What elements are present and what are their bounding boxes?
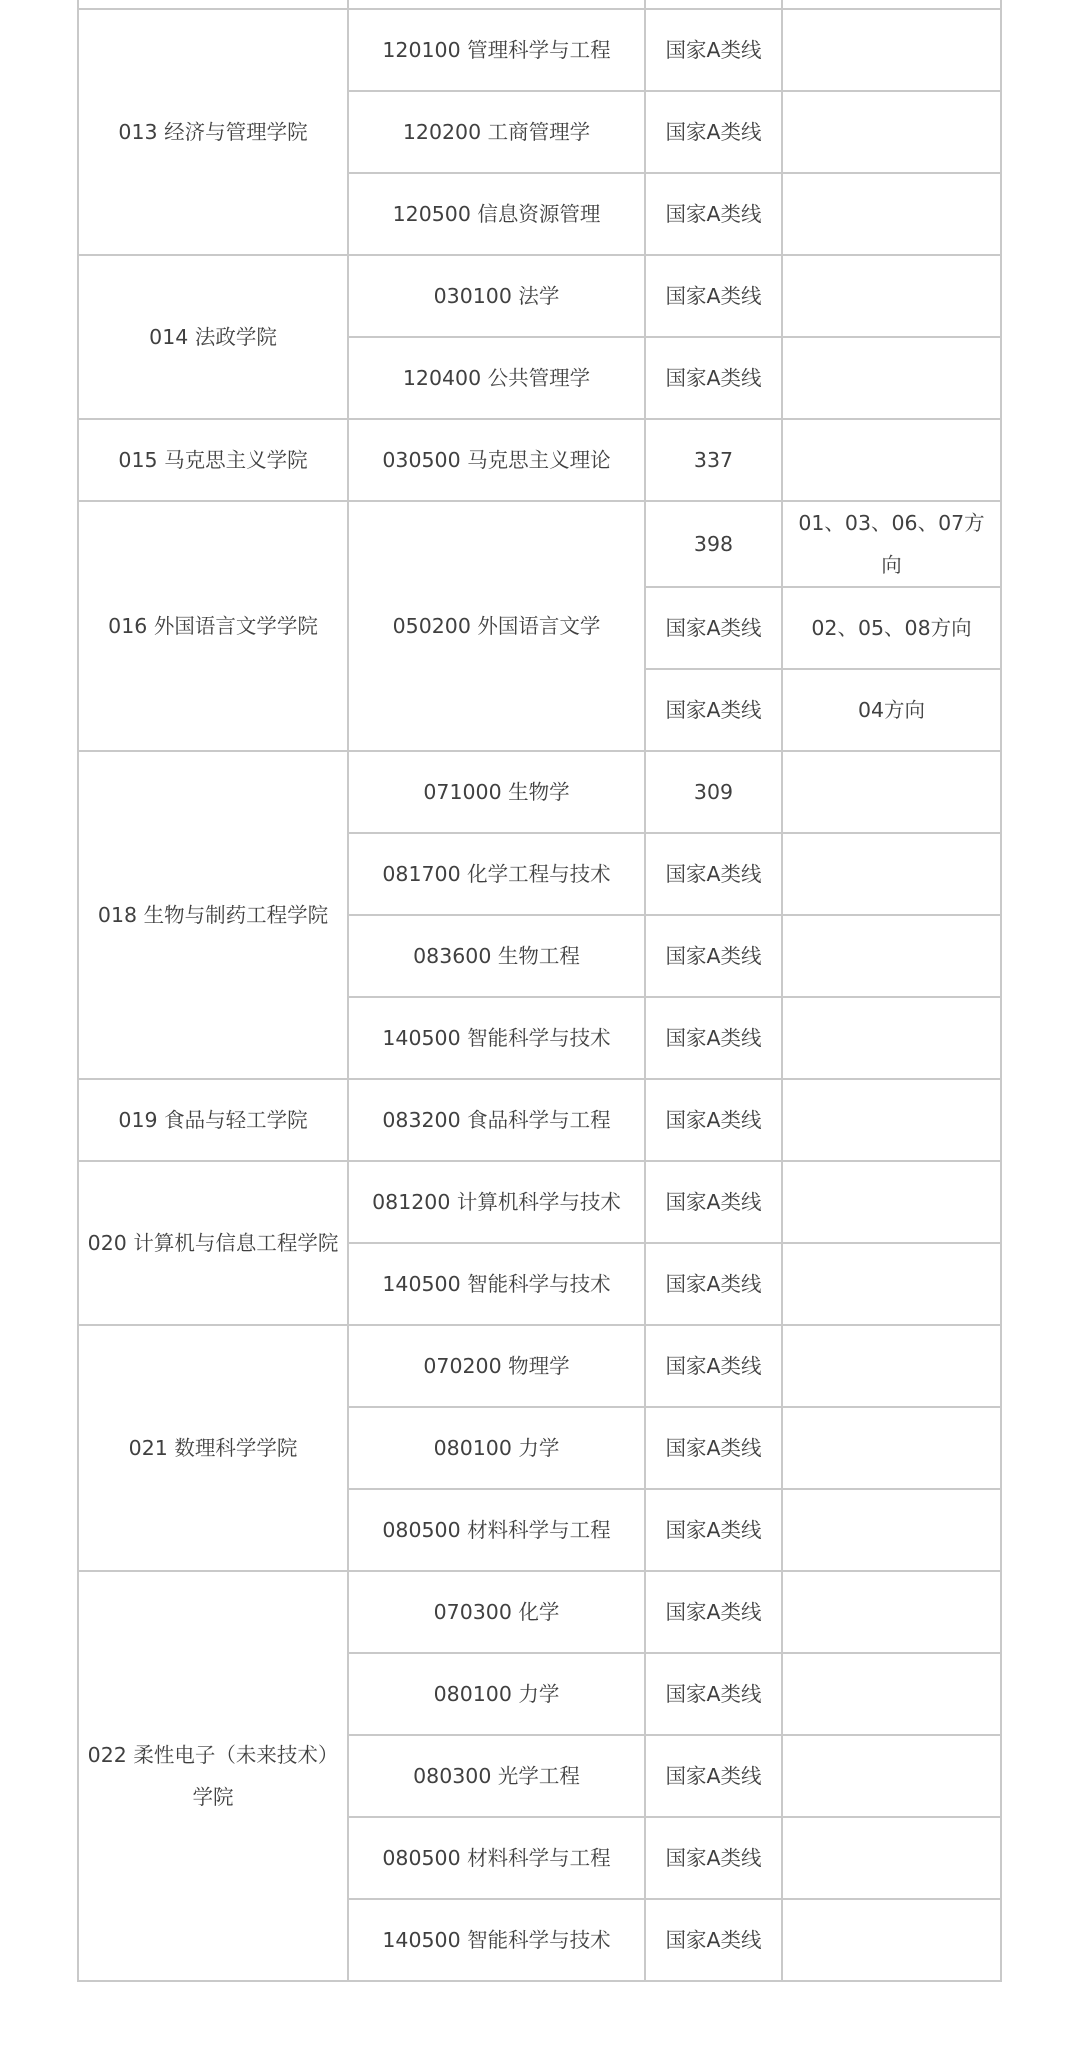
note-cell [782,1899,1001,1981]
score-cell: 国家A类线 [645,9,782,91]
score-cell: 国家A类线 [645,915,782,997]
stub-cell [645,0,782,9]
score-cell: 国家A类线 [645,1407,782,1489]
stub-cell [78,0,348,9]
table-row [78,1161,1001,1243]
note-cell: 02、05、08方向 [782,587,1001,669]
table-body [78,0,1001,1981]
score-cell: 国家A类线 [645,1653,782,1735]
major-cell: 030500 马克思主义理论 [348,419,645,501]
table-row-continued [78,0,1001,9]
note-cell [782,1407,1001,1489]
note-cell [782,997,1001,1079]
major-cell: 120400 公共管理学 [348,337,645,419]
note-cell: 04方向 [782,669,1001,751]
note-cell [782,255,1001,337]
score-cell: 国家A类线 [645,173,782,255]
note-cell [782,173,1001,255]
note-cell [782,337,1001,419]
table-row [78,751,1001,833]
major-cell: 030100 法学 [348,255,645,337]
note-cell [782,833,1001,915]
score-cell: 国家A类线 [645,1817,782,1899]
score-cell: 国家A类线 [645,833,782,915]
major-cell: 140500 智能科学与技术 [348,997,645,1079]
score-cell: 国家A类线 [645,1735,782,1817]
major-cell: 140500 智能科学与技术 [348,1243,645,1325]
note-cell: 01、03、06、07方向 [782,501,1001,587]
score-cell: 国家A类线 [645,1243,782,1325]
college-cell: 018 生物与制药工程学院 [78,751,348,1079]
table-row [78,9,1001,91]
score-cell: 国家A类线 [645,91,782,173]
score-cell: 国家A类线 [645,337,782,419]
major-cell: 070200 物理学 [348,1325,645,1407]
table-row [78,419,1001,501]
score-cell: 398 [645,501,782,587]
table-row [78,1325,1001,1407]
major-cell: 071000 生物学 [348,751,645,833]
note-cell [782,1243,1001,1325]
score-cell: 国家A类线 [645,1899,782,1981]
major-cell: 083200 食品科学与工程 [348,1079,645,1161]
note-cell [782,1325,1001,1407]
major-cell: 120100 管理科学与工程 [348,9,645,91]
note-cell [782,1571,1001,1653]
admission-score-table [77,0,1002,1982]
score-cell: 国家A类线 [645,1161,782,1243]
stub-cell [782,0,1001,9]
note-cell [782,1489,1001,1571]
college-cell: 015 马克思主义学院 [78,419,348,501]
score-cell: 国家A类线 [645,255,782,337]
score-cell: 国家A类线 [645,1079,782,1161]
college-cell: 014 法政学院 [78,255,348,419]
note-cell [782,1161,1001,1243]
note-cell [782,1079,1001,1161]
major-cell: 050200 外国语言文学 [348,501,645,751]
score-cell: 国家A类线 [645,669,782,751]
note-cell [782,9,1001,91]
major-cell: 083600 生物工程 [348,915,645,997]
note-cell [782,1817,1001,1899]
major-cell: 070300 化学 [348,1571,645,1653]
note-cell [782,419,1001,501]
major-cell: 140500 智能科学与技术 [348,1899,645,1981]
major-cell: 080500 材料科学与工程 [348,1817,645,1899]
college-cell: 016 外国语言文学学院 [78,501,348,751]
score-cell: 309 [645,751,782,833]
note-cell [782,1653,1001,1735]
note-cell [782,915,1001,997]
table-row [78,1571,1001,1653]
score-cell: 国家A类线 [645,997,782,1079]
major-cell: 080300 光学工程 [348,1735,645,1817]
note-cell [782,751,1001,833]
table-row [78,255,1001,337]
college-cell: 022 柔性电子（未来技术）学院 [78,1571,348,1981]
score-cell: 国家A类线 [645,1325,782,1407]
major-cell: 080500 材料科学与工程 [348,1489,645,1571]
college-cell: 019 食品与轻工学院 [78,1079,348,1161]
college-cell: 013 经济与管理学院 [78,9,348,255]
major-cell: 080100 力学 [348,1653,645,1735]
note-cell [782,91,1001,173]
stub-cell [348,0,645,9]
table-row [78,501,1001,587]
major-cell: 081200 计算机科学与技术 [348,1161,645,1243]
college-cell: 021 数理科学学院 [78,1325,348,1571]
score-cell: 国家A类线 [645,1489,782,1571]
major-cell: 080100 力学 [348,1407,645,1489]
major-cell: 081700 化学工程与技术 [348,833,645,915]
score-cell: 337 [645,419,782,501]
major-cell: 120500 信息资源管理 [348,173,645,255]
note-cell [782,1735,1001,1817]
score-cell: 国家A类线 [645,587,782,669]
major-cell: 120200 工商管理学 [348,91,645,173]
score-cell: 国家A类线 [645,1571,782,1653]
college-cell: 020 计算机与信息工程学院 [78,1161,348,1325]
table-row [78,1079,1001,1161]
